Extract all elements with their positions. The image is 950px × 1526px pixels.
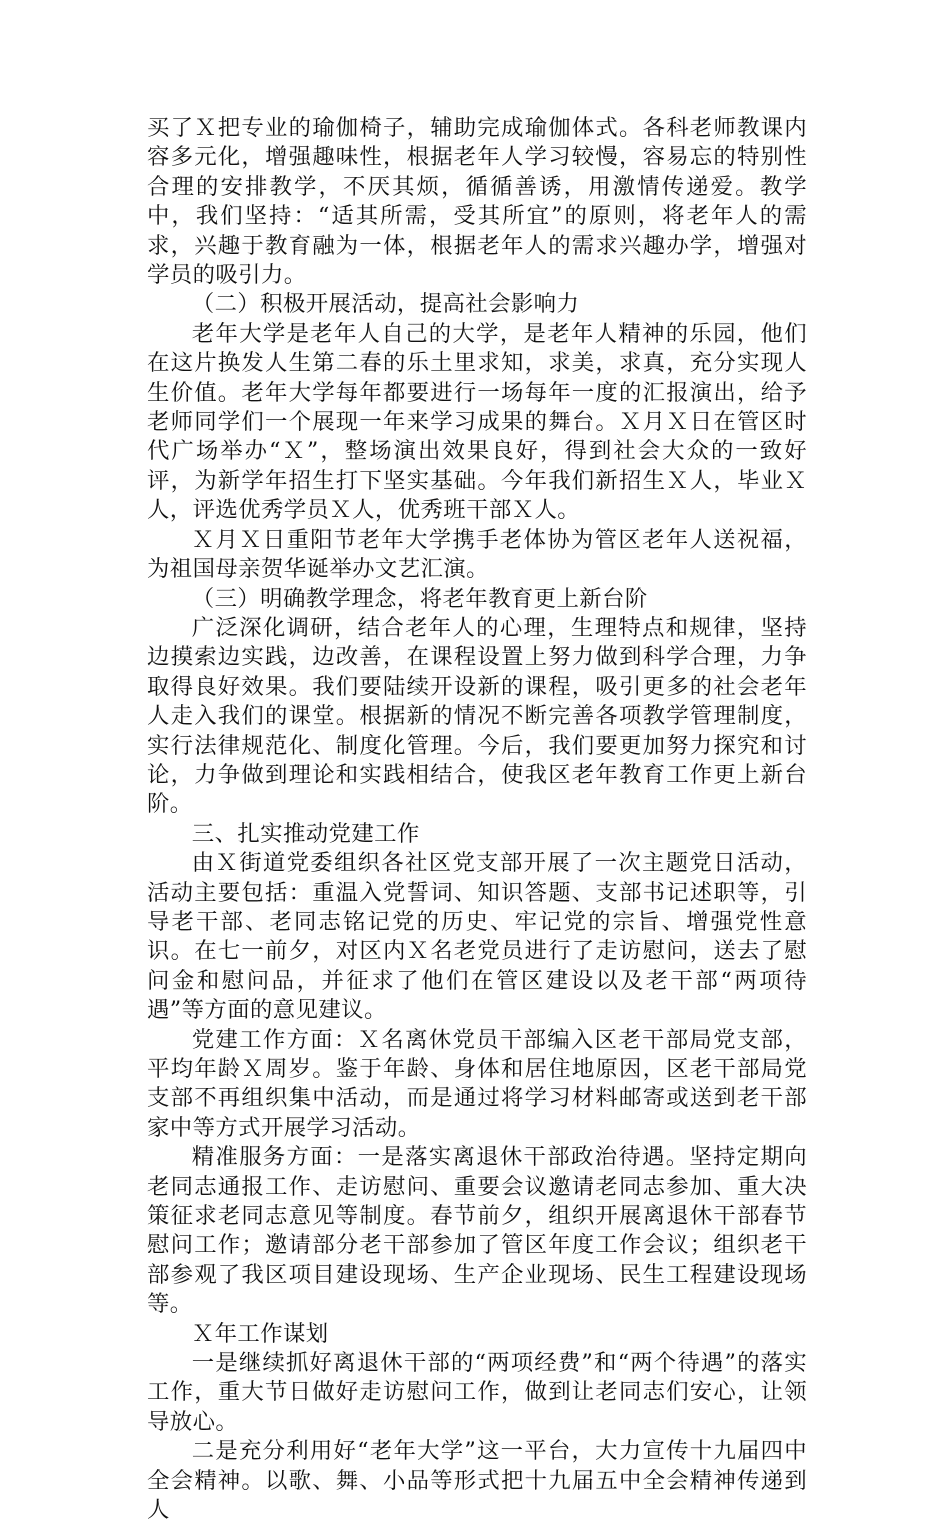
paragraph-body: 精准服务方面：一是落实离退休干部政治待遇。坚持定期向老同志通报工作、走访慰问、重要会议邀请老同志参加、重大决策征求老同志意见等制度。春节前夕，组织开展离退休干部春节慰问工作；邀请部分老干部参加了管区年度工作会议；组织老干部参观了我区项目建设现场、生产企业现场、民生工程建设现场等。 [147,1144,807,1318]
section-heading-activities: （二）积极开展活动，提高社会影响力 [191,291,580,318]
paragraph-body: 党建工作方面：Ｘ名离休党员干部编入区老干部局党支部，平均年龄Ｘ周岁。鉴于年龄、身体和居住地原因，区老干部局党支部不再组织集中活动，而是通过将学习材料邮寄或送到老干部家中等方式开展学习活动。 [147,1026,807,1141]
section-heading-work-plan: Ｘ年工作谋划 [191,1320,329,1347]
paragraph-body: 老年大学是老年人自己的大学，是老年人精神的乐园，他们在这片换发人生第二春的乐土里求知，求美，求真，充分实现人生价值。老年大学每年都要进行一场每年一度的汇报演出，给予老师同学们一个展现一年来学习成果的舞台。Ｘ月Ｘ日在管区时代广场举办“Ｘ”，整场演出效果良好，得到社会大众的一致好评，为新学年招生打下坚实基础。今年我们新招生Ｘ人，毕业Ｘ人，评选优秀学员Ｘ人，优秀班干部Ｘ人。 [147,320,807,524]
section-heading-party-building: 三、扎实推动党建工作 [191,820,420,847]
paragraph-body: 一是继续抓好离退休干部的“两项经费”和“两个待遇”的落实工作，重大节日做好走访慰问工作，做到让老同志们安心，让领导放心。 [147,1350,807,1435]
section-heading-teaching-philosophy: （三）明确教学理念，将老年教育更上新台阶 [191,585,648,612]
paragraph-continuation: 买了Ｘ把专业的瑜伽椅子，辅助完成瑜伽体式。各科老师教课内容多元化，增强趣味性，根据老年人学习较慢，容易忘的特别性合理的安排教学，不厌其烦，循循善诱，用激情传递爱。教学中，我们坚持：“适其所需，受其所宜”的原则，将老年人的需求，兴趣于教育融为一体，根据老年人的需求兴趣办学，增强对学员的吸引力。 [147,115,807,289]
paragraph-body: 广泛深化调研，结合老年人的心理，生理特点和规律，坚持边摸索边实践，边改善，在课程设置上努力做到科学合理，力争取得良好效果。我们要陆续开设新的课程，吸引更多的社会老年人走入我们的课堂。根据新的情况不断完善各项教学管理制度，实行法律规范化、制度化管理。今后，我们要更加努力探究和讨论，力争做到理论和实践相结合，使我区老年教育工作更上新台阶。 [147,614,807,818]
paragraph-body: 由Ｘ街道党委组织各社区党支部开展了一次主题党日活动，活动主要包括：重温入党誓词、知识答题、支部书记述职等，引导老干部、老同志铭记党的历史、牢记党的宗旨、增强党性意识。在七一前夕，对区内Ｘ名老党员进行了走访慰问，送去了慰问金和慰问品，并征求了他们在管区建设以及老干部“两项待遇”等方面的意见建议。 [147,850,807,1024]
document-page [147,114,807,1526]
paragraph-body: 二是充分利用好“老年大学”这一平台，大力宣传十九届四中全会精神。以歌、舞、小品等形式把十九届五中全会精神传递到人 [147,1438,807,1524]
paragraph-body: Ｘ月Ｘ日重阳节老年大学携手老体协为管区老年人送祝福，为祖国母亲贺华诞举办文艺汇演。 [147,526,807,583]
